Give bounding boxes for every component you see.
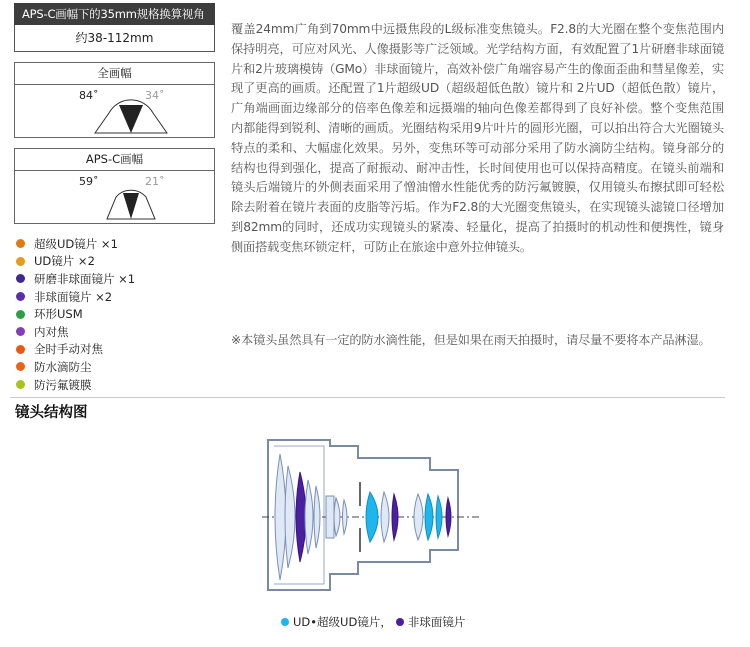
feature-bullet-icon (16, 274, 25, 283)
feature-list (16, 235, 216, 393)
feature-bullet-icon (16, 257, 25, 266)
aspheric-lens-element (392, 494, 398, 540)
lens-element (381, 492, 389, 542)
feature-label: 防水滴防尘 (34, 359, 92, 374)
feature-bullet-icon (16, 310, 25, 319)
feature-item (16, 270, 216, 288)
full-frame-tele-angle-label: 34˚ (145, 89, 165, 102)
feature-item (16, 323, 216, 341)
feature-bullet-icon (16, 292, 25, 301)
lens-element (275, 454, 286, 580)
feature-label: 环形USM (34, 307, 83, 322)
ud-lens-element (436, 496, 442, 538)
feature-item (16, 358, 216, 376)
aps-c-angle-box (14, 148, 215, 224)
feature-label: UD镜片 ×2 (34, 254, 95, 269)
waterproof-note: ※本镜头虽然具有一定的防水滴性能，但是如果在雨天拍摄时，请尽量不要将本产品淋湿。 (231, 333, 711, 347)
ud-legend-label: UD•超级UD镜片， (293, 615, 392, 629)
feature-bullet-icon (16, 362, 25, 371)
lens-element (285, 466, 295, 568)
feature-item (16, 305, 216, 323)
full-frame-title: 全画幅 (15, 63, 214, 85)
aspheric-lens-element (446, 498, 451, 536)
feature-label: 防污氟镀膜 (34, 377, 92, 392)
ud-lens-element (366, 492, 378, 542)
lens-element (326, 496, 334, 538)
feature-label: 全时手动对焦 (34, 342, 103, 357)
feature-label: 内对焦 (34, 324, 69, 339)
product-description: 覆盖24mm广角到70mm中远摄焦段的L级标准变焦镜头。F2.8的大光圈在整个变焦范围内保持明亮，可应对风光、人像摄影等广泛领域。光学结构方面，有效配置了1片研磨非球面镜片和2片玻璃模铸（GMo）非球面镜片，高效补偿广角端容易产生的像面歪曲和彗星像差，实现了更高的画质。还配置了1片超级UD（超级超低色散）镜片和 2片UD（超低色散）镜片，广角端画面边缘部分的倍率色像差和远摄端的轴向色像差都得到了良好补偿。整个变焦范围内都能得到锐利、清晰的画质。光圈结构采用9片叶片的圆形光圈，可以拍出符合大光圈镜头特点的柔和、大幅虚化效果。另外，变焦环等可动部分采用了防水滴防尘结构。镜身部分的结构也得到强化，提高了耐振动、耐冲击性，长时间使用也可以保持高精度。在镜头前端和镜头后端镜片的外侧表面采用了憎油憎水性能优秀的防污氟镀膜，仅用镜头布擦拭即可轻松除去附着在镜片表面的皮脂等污垢。作为F2.8的大光圈变焦镜头，在实现镜头滤镜口径增加到82mm的同时，还成功实现镜头的紧凑、轻量化，提高了拍摄时的机动性和便携性，镜身侧面搭载变焦环锁定杆，可防止在旅途中意外拉伸镜头。 (231, 22, 724, 254)
lens-element (414, 494, 423, 540)
feature-bullet-icon (16, 239, 25, 248)
full-frame-angle-box (14, 62, 215, 138)
aps-c-title: APS-C画幅 (15, 149, 214, 171)
feature-item (16, 341, 216, 359)
aps-c-focal-value: 约38-112mm (14, 25, 215, 52)
ud-legend-dot-icon (281, 618, 289, 626)
aps-c-tele-angle-label: 21˚ (145, 175, 165, 188)
section-title: 镜头结构图 (15, 405, 88, 421)
feature-item (16, 235, 216, 253)
aspheric-legend-label: 非球面镜片 (407, 615, 466, 629)
lens-element (343, 500, 348, 534)
section-divider (10, 397, 725, 398)
lens-legend (281, 614, 465, 630)
feature-item (16, 253, 216, 271)
lens-element (334, 498, 340, 536)
lens-element (305, 480, 313, 554)
aps-c-header: APS-C画幅下的35mm规格换算视角 (14, 3, 215, 25)
lens-structure-diagram (262, 432, 482, 602)
feature-bullet-icon (16, 327, 25, 336)
feature-bullet-icon (16, 345, 25, 354)
aps-c-wide-angle-label: 59˚ (79, 175, 99, 188)
feature-bullet-icon (16, 380, 25, 389)
full-frame-angle-diagram (15, 85, 214, 137)
aps-c-conversion-box (14, 3, 215, 52)
lens-element (314, 486, 320, 548)
aps-c-angle-diagram (15, 171, 214, 223)
full-frame-wide-angle-label: 84˚ (79, 89, 99, 102)
feature-item (16, 376, 216, 394)
ud-lens-element (425, 494, 433, 540)
feature-label: 研磨非球面镜片 ×1 (34, 271, 136, 286)
feature-item (16, 288, 216, 306)
feature-label: 非球面镜片 ×2 (34, 289, 113, 304)
feature-label: 超级UD镜片 ×1 (34, 236, 118, 251)
aspheric-legend-dot-icon (396, 618, 404, 626)
